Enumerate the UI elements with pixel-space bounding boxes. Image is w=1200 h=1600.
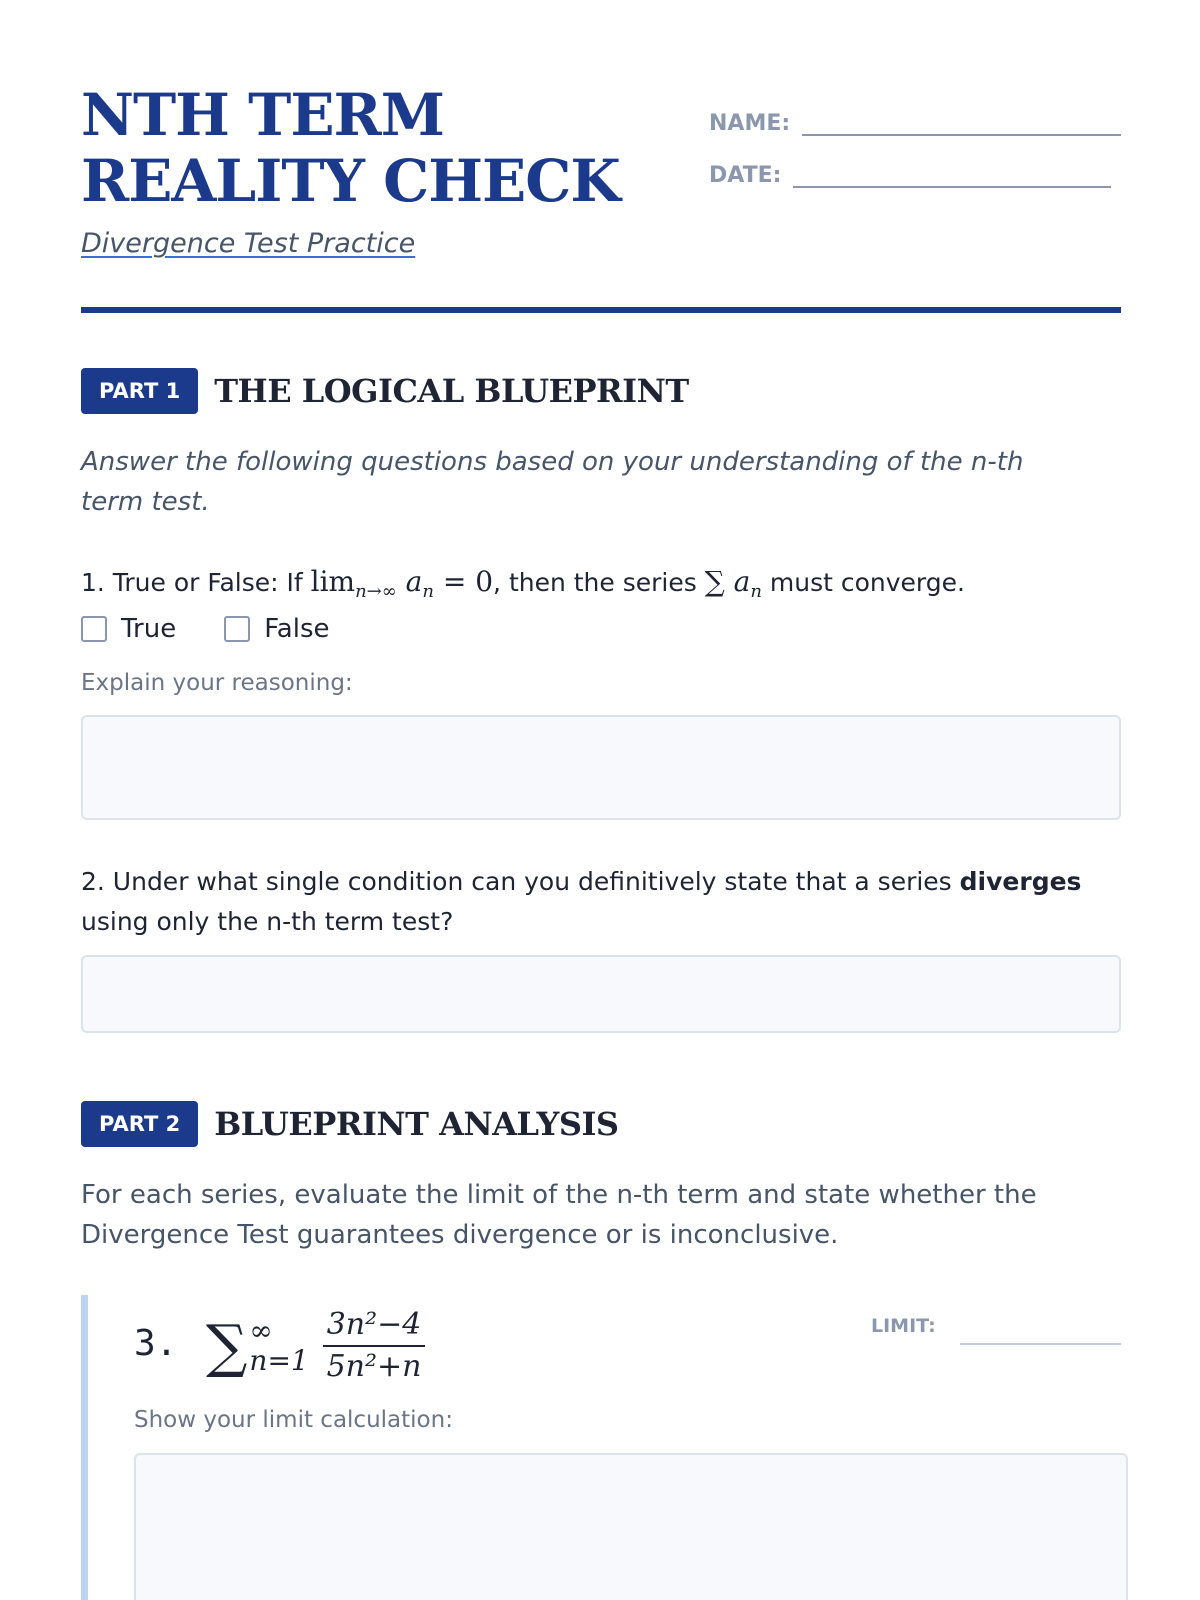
q1-sum-sub: n: [750, 581, 762, 602]
q3-upper-limit: ∞: [249, 1314, 273, 1347]
worksheet-header: [81, 82, 1121, 312]
q3-denominator: 5n²+n: [326, 1349, 422, 1384]
q2-answer-box[interactable]: [81, 955, 1121, 1033]
q3-numerator: 3n²−4: [323, 1305, 426, 1347]
part1-instructions: Answer the following questions based on your understanding of the n-th term test.: [81, 447, 1024, 517]
q3-calc-prompt: Show your limit calculation:: [134, 1407, 453, 1433]
question-2: [81, 862, 1121, 942]
name-row: [709, 86, 1121, 138]
option-false[interactable]: [224, 614, 329, 644]
name-label: NAME:: [709, 111, 791, 136]
q1-options: [81, 614, 378, 644]
date-label: DATE:: [709, 163, 782, 188]
part1-title: THE LOGICAL BLUEPRINT: [214, 372, 689, 410]
q1-sum-expr: [704, 565, 762, 602]
date-row: [709, 138, 1121, 190]
q1-suffix: must converge.: [761, 568, 965, 597]
q1-term: a: [405, 565, 423, 598]
part2-badge: PART 2: [81, 1101, 198, 1147]
q1-term-sub: n: [422, 581, 434, 602]
q1-limit-expr: [310, 565, 494, 602]
q2-text-before: 2. Under what single condition can you definitively state that a series: [81, 867, 960, 896]
q2-bold: diverges: [959, 867, 1082, 896]
option-true[interactable]: [81, 614, 176, 644]
q1-lim: lim: [310, 565, 356, 598]
q2-text-after: using only the n-th term test?: [81, 907, 454, 936]
true-checkbox[interactable]: [81, 616, 107, 642]
false-label: False: [264, 614, 330, 644]
q1-prefix: 1. True or False: If: [81, 568, 311, 597]
q1-lim-sub: n→∞: [355, 581, 397, 602]
question-1: [81, 562, 1121, 612]
q3-lower-limit: n=1: [249, 1344, 309, 1377]
q1-middle: , then the series: [493, 568, 705, 597]
student-info: [709, 86, 1121, 190]
part1-badge: PART 1: [81, 368, 198, 414]
q3-number: 3.: [134, 1323, 178, 1364]
q1-answer-box[interactable]: [81, 715, 1121, 820]
name-field[interactable]: [802, 134, 1121, 136]
q1-reasoning-prompt: Explain your reasoning:: [81, 670, 353, 696]
q3-series-expr: [206, 1305, 425, 1387]
q1-sum-symbol: ∑: [704, 565, 725, 598]
q1-sum-term: a: [733, 565, 751, 598]
part2-title: BLUEPRINT ANALYSIS: [214, 1105, 619, 1143]
page-title: NTH TERM REALITY CHECK: [81, 81, 620, 215]
q3-sum-symbol: ∑: [206, 1312, 248, 1380]
q3-limit-field[interactable]: [960, 1343, 1121, 1345]
part2-instructions: For each series, evaluate the limit of the n-th term and state whether the Divergence Test guarantees divergence or is inconclusive.: [81, 1180, 1037, 1250]
q3-sum-limits: [249, 1316, 308, 1376]
q3-answer-box[interactable]: [134, 1453, 1128, 1600]
q3-fraction: [323, 1305, 426, 1387]
date-field[interactable]: [793, 186, 1111, 188]
question-3: [81, 1295, 1121, 1600]
q3-limit: [871, 1315, 1121, 1337]
header-divider: [81, 307, 1121, 313]
true-label: True: [121, 614, 177, 644]
part2-heading: [81, 1101, 619, 1147]
part1-heading: [81, 368, 689, 414]
page-subtitle: Divergence Test Practice: [81, 228, 416, 259]
false-checkbox[interactable]: [224, 616, 250, 642]
q1-equals-zero: = 0: [433, 565, 494, 598]
q3-limit-label: LIMIT:: [871, 1315, 936, 1337]
